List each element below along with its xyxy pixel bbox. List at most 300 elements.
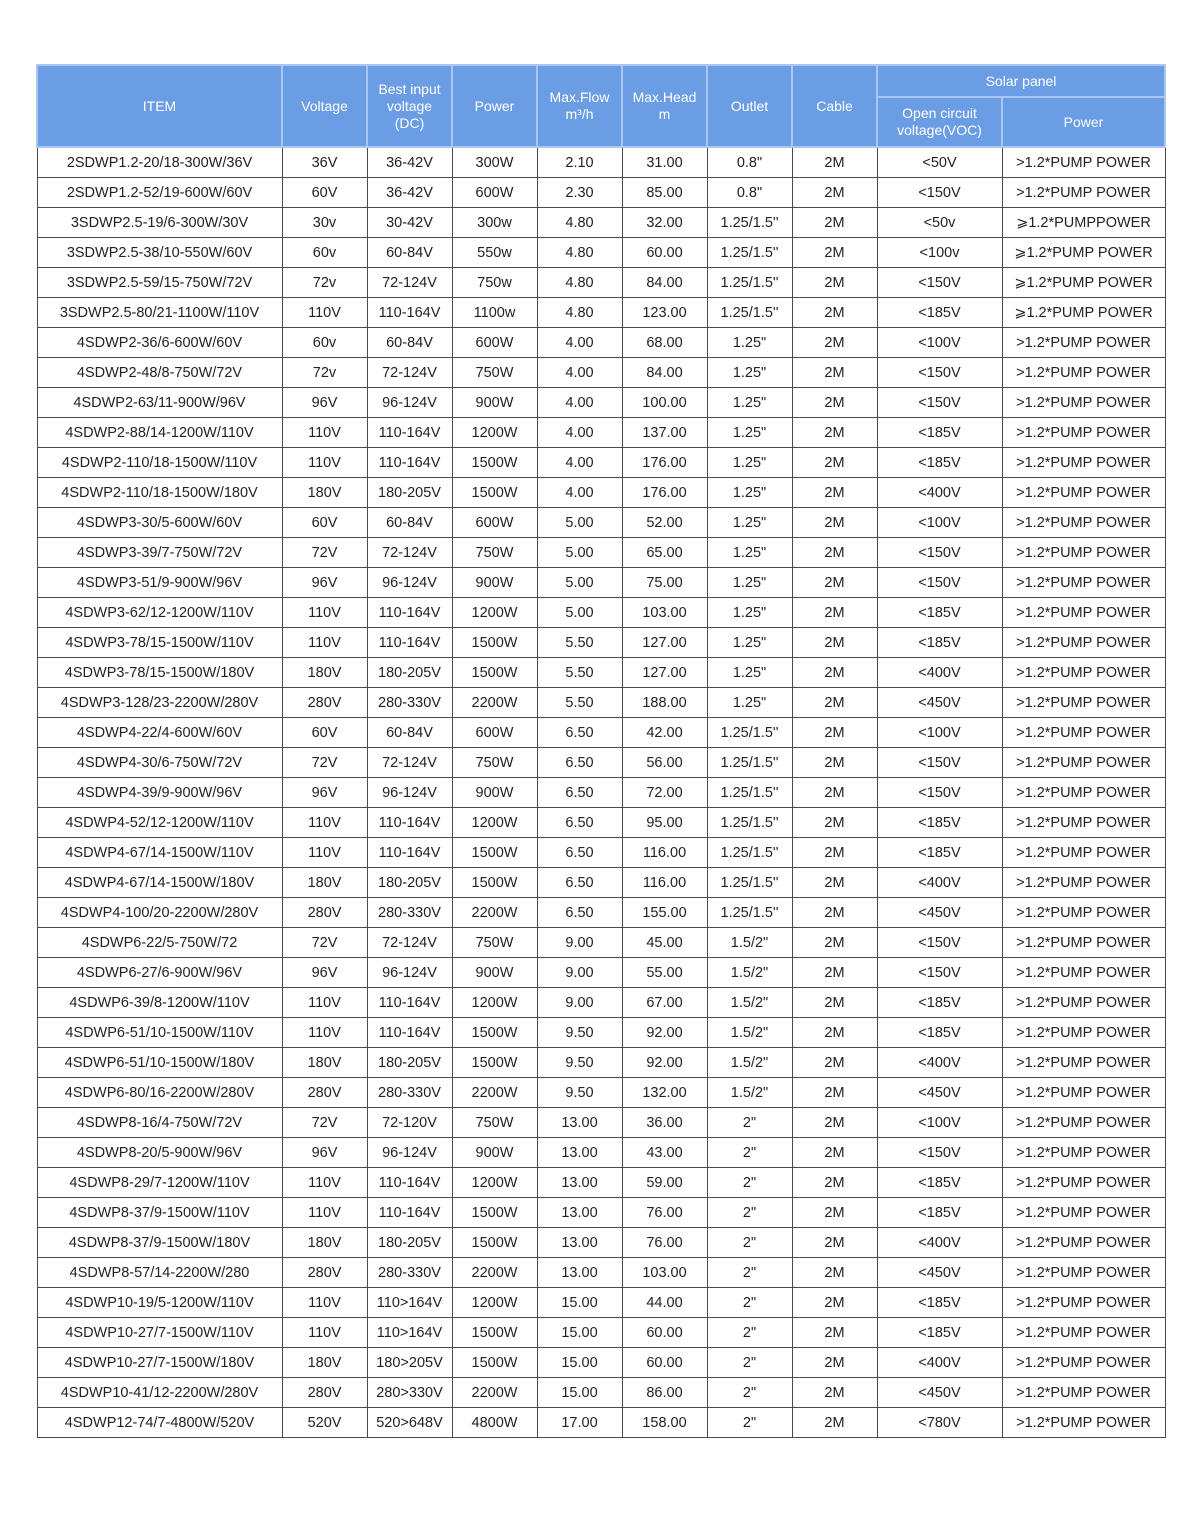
cable-cell: 2M bbox=[792, 688, 877, 718]
voltage-cell: 72V bbox=[282, 1108, 367, 1138]
outlet-cell: 1.25/1.5'' bbox=[707, 298, 792, 328]
item-cell: 3SDWP2.5-38/10-550W/60V bbox=[37, 238, 282, 268]
power-cell: 900W bbox=[452, 958, 537, 988]
best-input-voltage-cell: 180>205V bbox=[367, 1348, 452, 1378]
solar-power-cell: >1.2*PUMP POWER bbox=[1002, 1138, 1165, 1168]
outlet-cell: 1.25" bbox=[707, 658, 792, 688]
table-row bbox=[37, 147, 1165, 178]
open-circuit-voltage-cell: <450V bbox=[877, 1378, 1002, 1408]
max-flow-cell: 4.00 bbox=[537, 478, 622, 508]
item-cell: 4SDWP3-78/15-1500W/110V bbox=[37, 628, 282, 658]
col-header-power: Power bbox=[452, 65, 537, 147]
open-circuit-voltage-cell: <400V bbox=[877, 868, 1002, 898]
max-head-cell: 158.00 bbox=[622, 1408, 707, 1438]
item-cell: 4SDWP2-36/6-600W/60V bbox=[37, 328, 282, 358]
table-header bbox=[37, 65, 1165, 147]
power-cell: 750W bbox=[452, 538, 537, 568]
max-head-cell: 100.00 bbox=[622, 388, 707, 418]
power-cell: 1500W bbox=[452, 1318, 537, 1348]
cable-cell: 2M bbox=[792, 1078, 877, 1108]
solar-power-cell: >1.2*PUMP POWER bbox=[1002, 388, 1165, 418]
cable-cell: 2M bbox=[792, 208, 877, 238]
best-input-voltage-cell: 96-124V bbox=[367, 388, 452, 418]
table-row bbox=[37, 838, 1165, 868]
solar-power-cell: >1.2*PUMP POWER bbox=[1002, 778, 1165, 808]
outlet-cell: 1.25/1.5'' bbox=[707, 268, 792, 298]
open-circuit-voltage-cell: <150V bbox=[877, 748, 1002, 778]
best-input-voltage-cell: 280-330V bbox=[367, 1258, 452, 1288]
cable-cell: 2M bbox=[792, 958, 877, 988]
item-cell: 4SDWP4-39/9-900W/96V bbox=[37, 778, 282, 808]
open-circuit-voltage-cell: <100V bbox=[877, 508, 1002, 538]
cable-cell: 2M bbox=[792, 868, 877, 898]
best-input-voltage-cell: 110-164V bbox=[367, 598, 452, 628]
table-row bbox=[37, 1138, 1165, 1168]
table-row bbox=[37, 658, 1165, 688]
outlet-cell: 1.25/1.5'' bbox=[707, 778, 792, 808]
cable-cell: 2M bbox=[792, 358, 877, 388]
voltage-cell: 96V bbox=[282, 388, 367, 418]
cable-cell: 2M bbox=[792, 748, 877, 778]
cable-cell: 2M bbox=[792, 1318, 877, 1348]
best-input-voltage-cell: 110>164V bbox=[367, 1318, 452, 1348]
outlet-cell: 1.25/1.5'' bbox=[707, 838, 792, 868]
max-flow-cell: 6.50 bbox=[537, 718, 622, 748]
max-flow-cell: 13.00 bbox=[537, 1108, 622, 1138]
open-circuit-voltage-cell: <150V bbox=[877, 928, 1002, 958]
max-head-cell: 137.00 bbox=[622, 418, 707, 448]
cable-cell: 2M bbox=[792, 238, 877, 268]
voltage-cell: 280V bbox=[282, 898, 367, 928]
best-input-voltage-cell: 96-124V bbox=[367, 568, 452, 598]
open-circuit-voltage-cell: <185V bbox=[877, 598, 1002, 628]
cable-cell: 2M bbox=[792, 1138, 877, 1168]
item-cell: 4SDWP2-110/18-1500W/110V bbox=[37, 448, 282, 478]
table-row bbox=[37, 1258, 1165, 1288]
solar-power-cell: ⩾1.2*PUMP POWER bbox=[1002, 298, 1165, 328]
item-cell: 4SDWP3-30/5-600W/60V bbox=[37, 508, 282, 538]
open-circuit-voltage-cell: <150V bbox=[877, 778, 1002, 808]
item-cell: 4SDWP3-62/12-1200W/110V bbox=[37, 598, 282, 628]
col-header-solar-power: Power bbox=[1002, 97, 1165, 147]
voltage-cell: 110V bbox=[282, 628, 367, 658]
max-flow-cell: 15.00 bbox=[537, 1288, 622, 1318]
outlet-cell: 2" bbox=[707, 1258, 792, 1288]
outlet-cell: 2" bbox=[707, 1138, 792, 1168]
cable-cell: 2M bbox=[792, 898, 877, 928]
max-flow-cell: 9.50 bbox=[537, 1018, 622, 1048]
table-row bbox=[37, 358, 1165, 388]
voltage-cell: 60v bbox=[282, 328, 367, 358]
open-circuit-voltage-cell: <400V bbox=[877, 658, 1002, 688]
solar-power-cell: >1.2*PUMP POWER bbox=[1002, 748, 1165, 778]
cable-cell: 2M bbox=[792, 418, 877, 448]
item-cell: 4SDWP8-20/5-900W/96V bbox=[37, 1138, 282, 1168]
max-head-cell: 76.00 bbox=[622, 1228, 707, 1258]
power-cell: 1500W bbox=[452, 1018, 537, 1048]
cable-cell: 2M bbox=[792, 1108, 877, 1138]
outlet-cell: 1.25" bbox=[707, 688, 792, 718]
col-header-voltage: Voltage bbox=[282, 65, 367, 147]
col-header-best-input-voltage bbox=[367, 65, 452, 147]
solar-power-cell: >1.2*PUMP POWER bbox=[1002, 538, 1165, 568]
solar-power-cell: >1.2*PUMP POWER bbox=[1002, 568, 1165, 598]
power-cell: 1500W bbox=[452, 628, 537, 658]
cable-cell: 2M bbox=[792, 508, 877, 538]
cable-cell: 2M bbox=[792, 1018, 877, 1048]
power-cell: 1500W bbox=[452, 1048, 537, 1078]
item-cell: 4SDWP8-16/4-750W/72V bbox=[37, 1108, 282, 1138]
outlet-cell: 0.8" bbox=[707, 147, 792, 178]
col-header-max-head bbox=[622, 65, 707, 147]
max-head-cell: 188.00 bbox=[622, 688, 707, 718]
solar-power-cell: >1.2*PUMP POWER bbox=[1002, 448, 1165, 478]
max-head-cell: 123.00 bbox=[622, 298, 707, 328]
item-cell: 4SDWP4-67/14-1500W/110V bbox=[37, 838, 282, 868]
cable-cell: 2M bbox=[792, 778, 877, 808]
best-input-voltage-cell: 180-205V bbox=[367, 478, 452, 508]
open-circuit-voltage-cell: <400V bbox=[877, 1348, 1002, 1378]
voltage-cell: 280V bbox=[282, 1258, 367, 1288]
cable-cell: 2M bbox=[792, 628, 877, 658]
max-head-cell: 60.00 bbox=[622, 1318, 707, 1348]
power-cell: 2200W bbox=[452, 1258, 537, 1288]
table-row bbox=[37, 988, 1165, 1018]
item-cell: 3SDWP2.5-80/21-1100W/110V bbox=[37, 298, 282, 328]
table-row bbox=[37, 1288, 1165, 1318]
best-input-voltage-cell: 96-124V bbox=[367, 958, 452, 988]
table-row bbox=[37, 718, 1165, 748]
cable-cell: 2M bbox=[792, 1048, 877, 1078]
outlet-cell: 1.5/2" bbox=[707, 988, 792, 1018]
table-row bbox=[37, 1408, 1165, 1438]
table-row bbox=[37, 1168, 1165, 1198]
outlet-cell: 1.25" bbox=[707, 508, 792, 538]
outlet-cell: 2" bbox=[707, 1168, 792, 1198]
best-input-voltage-cell: 60-84V bbox=[367, 328, 452, 358]
open-circuit-voltage-cell: <185V bbox=[877, 418, 1002, 448]
table-row bbox=[37, 898, 1165, 928]
table-row bbox=[37, 298, 1165, 328]
table-body bbox=[37, 147, 1165, 1438]
power-cell: 300W bbox=[452, 147, 537, 178]
outlet-cell: 2" bbox=[707, 1348, 792, 1378]
outlet-cell: 1.5/2" bbox=[707, 1018, 792, 1048]
open-circuit-voltage-cell: <450V bbox=[877, 1078, 1002, 1108]
item-cell: 4SDWP4-67/14-1500W/180V bbox=[37, 868, 282, 898]
item-cell: 2SDWP1.2-52/19-600W/60V bbox=[37, 178, 282, 208]
solar-power-cell: >1.2*PUMP POWER bbox=[1002, 898, 1165, 928]
max-flow-cell: 6.50 bbox=[537, 898, 622, 928]
max-flow-cell: 6.50 bbox=[537, 838, 622, 868]
header-line: m bbox=[658, 106, 671, 122]
best-input-voltage-cell: 72-120V bbox=[367, 1108, 452, 1138]
voltage-cell: 110V bbox=[282, 988, 367, 1018]
power-cell: 1200W bbox=[452, 1168, 537, 1198]
cable-cell: 2M bbox=[792, 1348, 877, 1378]
max-flow-cell: 5.00 bbox=[537, 568, 622, 598]
max-flow-cell: 13.00 bbox=[537, 1168, 622, 1198]
header-line: (DC) bbox=[394, 114, 425, 131]
solar-power-cell: ⩾1.2*PUMPPOWER bbox=[1002, 208, 1165, 238]
open-circuit-voltage-cell: <150V bbox=[877, 178, 1002, 208]
table-row bbox=[37, 268, 1165, 298]
header-line: Max.Flow bbox=[549, 89, 610, 105]
max-flow-cell: 5.00 bbox=[537, 598, 622, 628]
item-cell: 3SDWP2.5-19/6-300W/30V bbox=[37, 208, 282, 238]
table-row bbox=[37, 1108, 1165, 1138]
max-flow-cell: 4.00 bbox=[537, 388, 622, 418]
power-cell: 300w bbox=[452, 208, 537, 238]
open-circuit-voltage-cell: <450V bbox=[877, 1258, 1002, 1288]
power-cell: 900W bbox=[452, 778, 537, 808]
max-flow-cell: 6.50 bbox=[537, 868, 622, 898]
open-circuit-voltage-cell: <400V bbox=[877, 1048, 1002, 1078]
open-circuit-voltage-cell: <100V bbox=[877, 718, 1002, 748]
max-flow-cell: 9.00 bbox=[537, 988, 622, 1018]
max-head-cell: 60.00 bbox=[622, 1348, 707, 1378]
solar-power-cell: >1.2*PUMP POWER bbox=[1002, 358, 1165, 388]
voltage-cell: 280V bbox=[282, 688, 367, 718]
best-input-voltage-cell: 72-124V bbox=[367, 268, 452, 298]
solar-power-cell: >1.2*PUMP POWER bbox=[1002, 628, 1165, 658]
col-header-item: ITEM bbox=[37, 65, 282, 147]
col-header-solar-panel: Solar panel bbox=[877, 65, 1165, 97]
table-row bbox=[37, 598, 1165, 628]
open-circuit-voltage-cell: <450V bbox=[877, 688, 1002, 718]
item-cell: 4SDWP8-29/7-1200W/110V bbox=[37, 1168, 282, 1198]
voltage-cell: 110V bbox=[282, 1168, 367, 1198]
outlet-cell: 1.5/2" bbox=[707, 1078, 792, 1108]
table-row bbox=[37, 778, 1165, 808]
open-circuit-voltage-cell: <50V bbox=[877, 147, 1002, 178]
power-cell: 600W bbox=[452, 718, 537, 748]
power-cell: 900W bbox=[452, 1138, 537, 1168]
table-row bbox=[37, 628, 1165, 658]
power-cell: 2200W bbox=[452, 688, 537, 718]
voltage-cell: 280V bbox=[282, 1378, 367, 1408]
table-row bbox=[37, 448, 1165, 478]
cable-cell: 2M bbox=[792, 658, 877, 688]
voltage-cell: 110V bbox=[282, 1288, 367, 1318]
solar-power-cell: >1.2*PUMP POWER bbox=[1002, 1078, 1165, 1108]
best-input-voltage-cell: 280-330V bbox=[367, 688, 452, 718]
open-circuit-voltage-cell: <450V bbox=[877, 898, 1002, 928]
voltage-cell: 110V bbox=[282, 838, 367, 868]
voltage-cell: 96V bbox=[282, 1138, 367, 1168]
col-header-outlet: Outlet bbox=[707, 65, 792, 147]
item-cell: 4SDWP2-110/18-1500W/180V bbox=[37, 478, 282, 508]
max-flow-cell: 5.00 bbox=[537, 538, 622, 568]
cable-cell: 2M bbox=[792, 598, 877, 628]
solar-power-cell: >1.2*PUMP POWER bbox=[1002, 808, 1165, 838]
voltage-cell: 180V bbox=[282, 868, 367, 898]
cable-cell: 2M bbox=[792, 388, 877, 418]
item-cell: 4SDWP8-37/9-1500W/110V bbox=[37, 1198, 282, 1228]
item-cell: 4SDWP10-19/5-1200W/110V bbox=[37, 1288, 282, 1318]
solar-power-cell: >1.2*PUMP POWER bbox=[1002, 1228, 1165, 1258]
table-row bbox=[37, 388, 1165, 418]
table-row bbox=[37, 958, 1165, 988]
outlet-cell: 1.25" bbox=[707, 538, 792, 568]
outlet-cell: 2" bbox=[707, 1228, 792, 1258]
item-cell: 4SDWP2-88/14-1200W/110V bbox=[37, 418, 282, 448]
item-cell: 4SDWP6-51/10-1500W/110V bbox=[37, 1018, 282, 1048]
power-cell: 750w bbox=[452, 268, 537, 298]
max-flow-cell: 15.00 bbox=[537, 1318, 622, 1348]
solar-power-cell: >1.2*PUMP POWER bbox=[1002, 718, 1165, 748]
table-row bbox=[37, 328, 1165, 358]
best-input-voltage-cell: 110-164V bbox=[367, 1168, 452, 1198]
voltage-cell: 180V bbox=[282, 1228, 367, 1258]
best-input-voltage-cell: 110-164V bbox=[367, 988, 452, 1018]
max-head-cell: 45.00 bbox=[622, 928, 707, 958]
outlet-cell: 1.5/2" bbox=[707, 928, 792, 958]
solar-power-cell: >1.2*PUMP POWER bbox=[1002, 1348, 1165, 1378]
max-flow-cell: 13.00 bbox=[537, 1258, 622, 1288]
voltage-cell: 110V bbox=[282, 1018, 367, 1048]
voltage-cell: 110V bbox=[282, 298, 367, 328]
max-flow-cell: 4.00 bbox=[537, 418, 622, 448]
outlet-cell: 1.25" bbox=[707, 358, 792, 388]
outlet-cell: 1.25" bbox=[707, 388, 792, 418]
max-head-cell: 44.00 bbox=[622, 1288, 707, 1318]
header-line: voltage(VOC) bbox=[897, 122, 982, 138]
item-cell: 4SDWP6-22/5-750W/72 bbox=[37, 928, 282, 958]
best-input-voltage-cell: 110-164V bbox=[367, 808, 452, 838]
cable-cell: 2M bbox=[792, 1408, 877, 1438]
table-row bbox=[37, 748, 1165, 778]
max-head-cell: 103.00 bbox=[622, 598, 707, 628]
max-flow-cell: 13.00 bbox=[537, 1198, 622, 1228]
open-circuit-voltage-cell: <150V bbox=[877, 268, 1002, 298]
solar-power-cell: >1.2*PUMP POWER bbox=[1002, 958, 1165, 988]
outlet-cell: 1.25" bbox=[707, 478, 792, 508]
voltage-cell: 110V bbox=[282, 808, 367, 838]
max-head-cell: 95.00 bbox=[622, 808, 707, 838]
max-flow-cell: 15.00 bbox=[537, 1348, 622, 1378]
open-circuit-voltage-cell: <185V bbox=[877, 1198, 1002, 1228]
best-input-voltage-cell: 180-205V bbox=[367, 658, 452, 688]
table-row bbox=[37, 538, 1165, 568]
max-flow-cell: 6.50 bbox=[537, 748, 622, 778]
power-cell: 2200W bbox=[452, 1078, 537, 1108]
solar-power-cell: ⩾1.2*PUMP POWER bbox=[1002, 238, 1165, 268]
max-head-cell: 42.00 bbox=[622, 718, 707, 748]
power-cell: 2200W bbox=[452, 898, 537, 928]
outlet-cell: 1.25" bbox=[707, 568, 792, 598]
outlet-cell: 0.8" bbox=[707, 178, 792, 208]
cable-cell: 2M bbox=[792, 988, 877, 1018]
max-head-cell: 103.00 bbox=[622, 1258, 707, 1288]
open-circuit-voltage-cell: <185V bbox=[877, 1288, 1002, 1318]
outlet-cell: 1.25/1.5'' bbox=[707, 238, 792, 268]
open-circuit-voltage-cell: <400V bbox=[877, 478, 1002, 508]
power-cell: 750W bbox=[452, 358, 537, 388]
best-input-voltage-cell: 30-42V bbox=[367, 208, 452, 238]
solar-power-cell: >1.2*PUMP POWER bbox=[1002, 688, 1165, 718]
outlet-cell: 2" bbox=[707, 1108, 792, 1138]
open-circuit-voltage-cell: <780V bbox=[877, 1408, 1002, 1438]
max-flow-cell: 5.50 bbox=[537, 658, 622, 688]
table-row bbox=[37, 1378, 1165, 1408]
open-circuit-voltage-cell: <150V bbox=[877, 1138, 1002, 1168]
open-circuit-voltage-cell: <150V bbox=[877, 358, 1002, 388]
table-row bbox=[37, 208, 1165, 238]
open-circuit-voltage-cell: <185V bbox=[877, 838, 1002, 868]
max-head-cell: 75.00 bbox=[622, 568, 707, 598]
max-flow-cell: 4.00 bbox=[537, 358, 622, 388]
best-input-voltage-cell: 36-42V bbox=[367, 147, 452, 178]
cable-cell: 2M bbox=[792, 568, 877, 598]
item-cell: 4SDWP3-39/7-750W/72V bbox=[37, 538, 282, 568]
best-input-voltage-cell: 36-42V bbox=[367, 178, 452, 208]
table-row bbox=[37, 1228, 1165, 1258]
cable-cell: 2M bbox=[792, 328, 877, 358]
table-row bbox=[37, 238, 1165, 268]
voltage-cell: 60V bbox=[282, 508, 367, 538]
max-flow-cell: 9.50 bbox=[537, 1078, 622, 1108]
cable-cell: 2M bbox=[792, 147, 877, 178]
col-header-cable: Cable bbox=[792, 65, 877, 147]
max-head-cell: 155.00 bbox=[622, 898, 707, 928]
item-cell: 4SDWP12-74/7-4800W/520V bbox=[37, 1408, 282, 1438]
power-cell: 1500W bbox=[452, 1348, 537, 1378]
power-cell: 1200W bbox=[452, 1288, 537, 1318]
item-cell: 4SDWP6-39/8-1200W/110V bbox=[37, 988, 282, 1018]
item-cell: 4SDWP3-128/23-2200W/280V bbox=[37, 688, 282, 718]
outlet-cell: 2" bbox=[707, 1378, 792, 1408]
cable-cell: 2M bbox=[792, 1198, 877, 1228]
max-head-cell: 132.00 bbox=[622, 1078, 707, 1108]
max-head-cell: 68.00 bbox=[622, 328, 707, 358]
voltage-cell: 60v bbox=[282, 238, 367, 268]
outlet-cell: 2" bbox=[707, 1198, 792, 1228]
open-circuit-voltage-cell: <185V bbox=[877, 628, 1002, 658]
max-head-cell: 76.00 bbox=[622, 1198, 707, 1228]
item-cell: 4SDWP3-51/9-900W/96V bbox=[37, 568, 282, 598]
max-flow-cell: 13.00 bbox=[537, 1228, 622, 1258]
max-flow-cell: 6.50 bbox=[537, 808, 622, 838]
max-flow-cell: 4.00 bbox=[537, 448, 622, 478]
cable-cell: 2M bbox=[792, 178, 877, 208]
best-input-voltage-cell: 110-164V bbox=[367, 418, 452, 448]
power-cell: 550w bbox=[452, 238, 537, 268]
max-head-cell: 52.00 bbox=[622, 508, 707, 538]
solar-power-cell: >1.2*PUMP POWER bbox=[1002, 418, 1165, 448]
max-flow-cell: 6.50 bbox=[537, 778, 622, 808]
max-flow-cell: 13.00 bbox=[537, 1138, 622, 1168]
voltage-cell: 110V bbox=[282, 418, 367, 448]
cable-cell: 2M bbox=[792, 1258, 877, 1288]
col-header-open-circuit-voltage bbox=[877, 97, 1002, 147]
voltage-cell: 96V bbox=[282, 568, 367, 598]
header-line: Open circuit bbox=[902, 105, 977, 121]
table-row bbox=[37, 1348, 1165, 1378]
cable-cell: 2M bbox=[792, 1168, 877, 1198]
best-input-voltage-cell: 60-84V bbox=[367, 508, 452, 538]
max-head-cell: 65.00 bbox=[622, 538, 707, 568]
open-circuit-voltage-cell: <185V bbox=[877, 298, 1002, 328]
table-row bbox=[37, 1018, 1165, 1048]
best-input-voltage-cell: 110-164V bbox=[367, 1198, 452, 1228]
best-input-voltage-cell: 96-124V bbox=[367, 778, 452, 808]
solar-power-cell: >1.2*PUMP POWER bbox=[1002, 868, 1165, 898]
voltage-cell: 110V bbox=[282, 1318, 367, 1348]
cable-cell: 2M bbox=[792, 1288, 877, 1318]
power-cell: 1200W bbox=[452, 418, 537, 448]
table-row bbox=[37, 178, 1165, 208]
